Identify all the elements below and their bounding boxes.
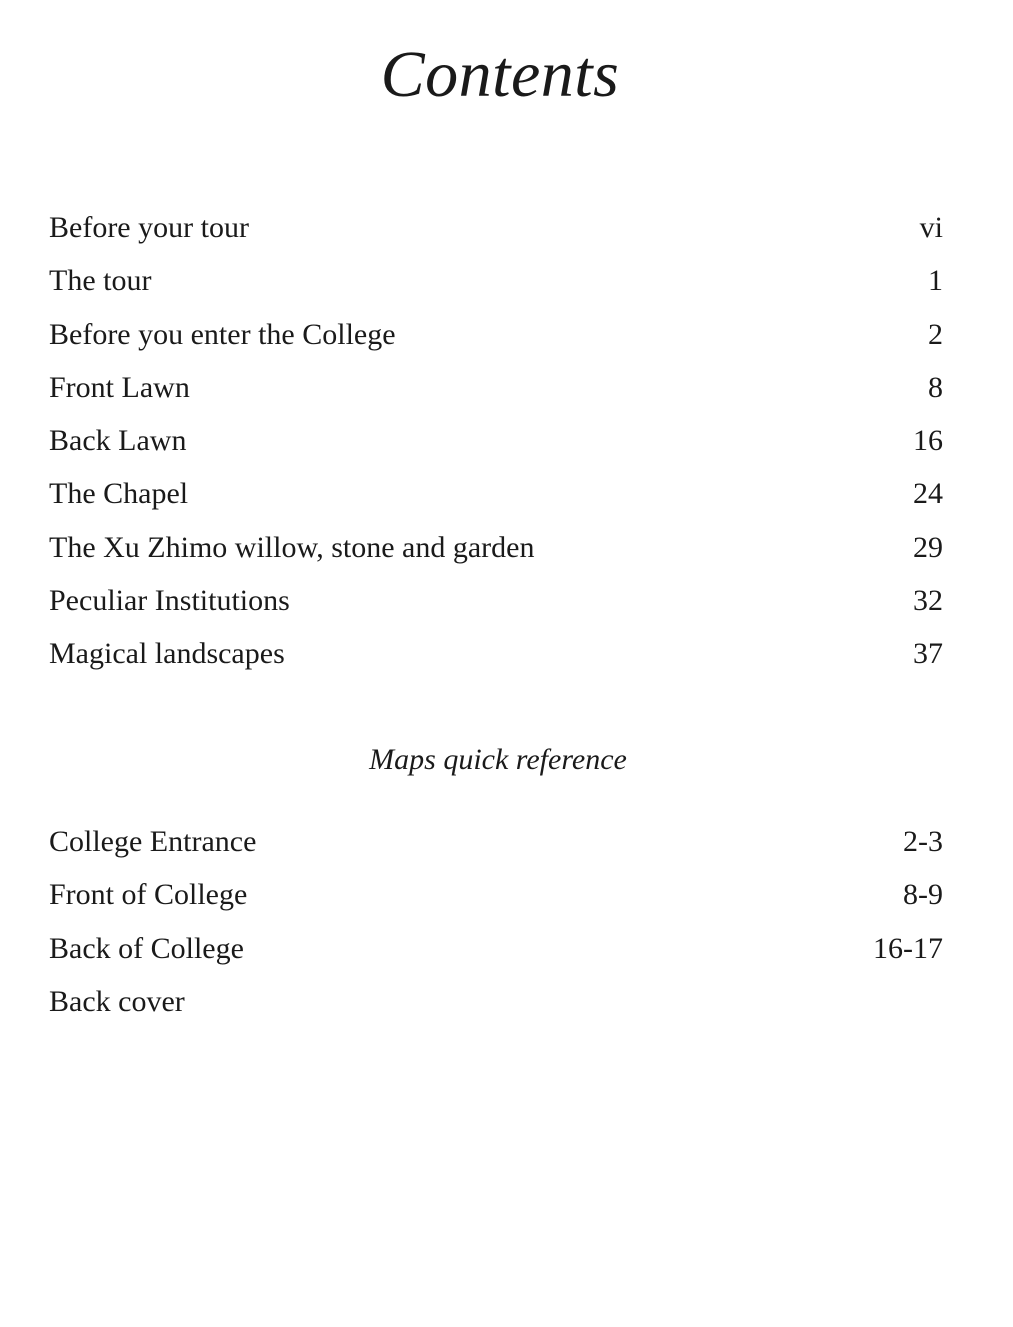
map-entry-label: Back cover bbox=[49, 984, 185, 1018]
toc-entry-label: Front Lawn bbox=[49, 370, 190, 404]
toc-entry[interactable] bbox=[49, 308, 943, 361]
toc-entry-label: Before your tour bbox=[49, 211, 249, 244]
map-entry-label: College Entrance bbox=[49, 825, 257, 858]
toc-entry-page: 32 bbox=[913, 584, 943, 618]
toc-entry-label: The Chapel bbox=[49, 477, 189, 511]
map-entry-label: Front of College bbox=[49, 878, 248, 912]
map-entry-label: Back of College bbox=[49, 931, 244, 965]
toc-entry[interactable] bbox=[49, 574, 943, 627]
toc-entry-page: 24 bbox=[913, 477, 943, 511]
map-entry-page: 8-9 bbox=[903, 878, 943, 912]
toc-entry-label: Back Lawn bbox=[49, 424, 187, 458]
toc-entry[interactable] bbox=[49, 627, 943, 680]
toc-entry-page: vi bbox=[919, 211, 943, 244]
toc-list bbox=[49, 201, 943, 681]
toc-entry-page: 37 bbox=[913, 637, 943, 671]
toc-entry[interactable] bbox=[49, 467, 943, 520]
maps-list bbox=[49, 815, 943, 1028]
toc-entry[interactable] bbox=[49, 414, 943, 467]
map-entry[interactable] bbox=[49, 868, 943, 921]
toc-entry-label: Before you enter the College bbox=[49, 317, 396, 351]
toc-entry[interactable] bbox=[49, 254, 943, 307]
map-entry[interactable] bbox=[49, 922, 943, 975]
toc-entry[interactable] bbox=[49, 361, 943, 414]
page-title: Contents bbox=[380, 38, 620, 111]
toc-entry-page: 1 bbox=[928, 264, 943, 298]
toc-entry-page: 29 bbox=[913, 530, 943, 564]
toc-entry-label: Magical landscapes bbox=[49, 637, 285, 671]
toc-entry-label: The tour bbox=[49, 264, 152, 298]
toc-entry-page: 2 bbox=[928, 317, 943, 351]
map-entry[interactable] bbox=[49, 815, 943, 868]
toc-entry-page: 16 bbox=[913, 424, 943, 458]
map-entry-page: 16-17 bbox=[873, 931, 943, 965]
toc-entry[interactable] bbox=[49, 201, 943, 254]
toc-entry-label: Peculiar Institutions bbox=[49, 584, 290, 618]
map-entry[interactable] bbox=[49, 975, 943, 1028]
toc-entry[interactable] bbox=[49, 521, 943, 574]
toc-entry-page: 8 bbox=[928, 370, 943, 404]
maps-heading: Maps quick reference bbox=[369, 743, 627, 776]
toc-entry-label: The Xu Zhimo willow, stone and garden bbox=[49, 530, 535, 564]
map-entry-page: 2-3 bbox=[903, 825, 943, 858]
